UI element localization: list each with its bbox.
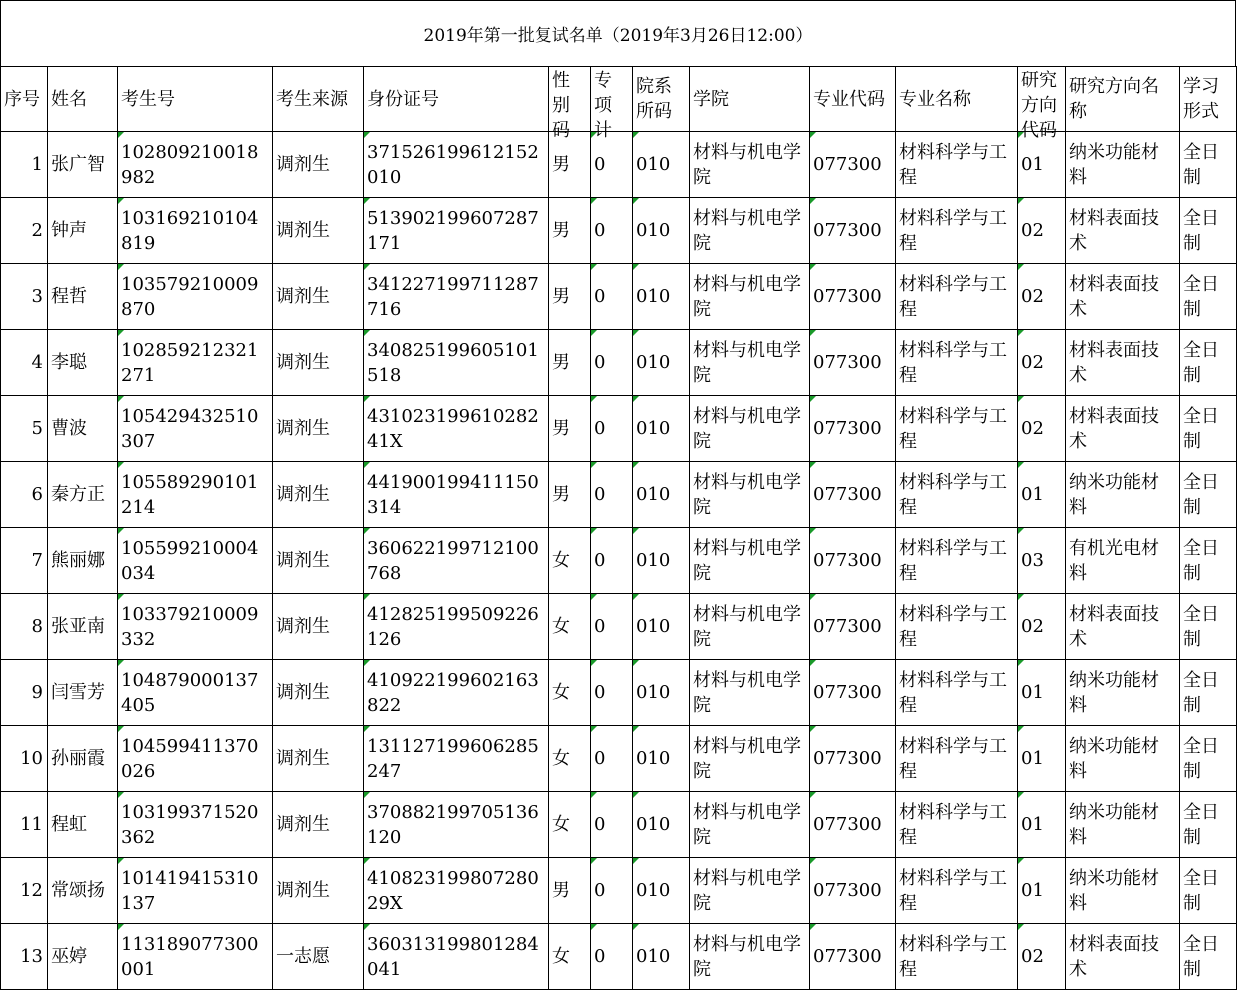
cell-exam-id[interactable]: 103169210104819	[118, 198, 273, 264]
cell-special-plan[interactable]: 0	[591, 462, 633, 528]
cell-direction-name[interactable]: 纳米功能材料	[1066, 726, 1180, 792]
cell-major-code[interactable]: 077300	[810, 660, 896, 726]
cell-study-mode[interactable]: 全日制	[1180, 396, 1237, 462]
col-header-college[interactable]: 学院	[690, 67, 810, 132]
sheet-title: 2019年第一批复试名单（2019年3月26日12:00）	[0, 0, 1236, 66]
cell-direction-name[interactable]: 材料表面技术	[1066, 264, 1180, 330]
cell-seq[interactable]: 9	[1, 660, 48, 726]
cell-gender[interactable]: 女	[549, 924, 591, 990]
cell-direction-code[interactable]: 01	[1018, 132, 1066, 198]
cell-name[interactable]: 程哲	[48, 264, 118, 330]
table-row	[1, 396, 1237, 462]
cell-major-name[interactable]: 材料科学与工程	[896, 330, 1018, 396]
cell-exam-id[interactable]: 113189077300001	[118, 924, 273, 990]
cell-study-mode[interactable]: 全日制	[1180, 462, 1237, 528]
cell-major-code[interactable]: 077300	[810, 330, 896, 396]
cell-gender[interactable]: 男	[549, 462, 591, 528]
cell-major-code[interactable]: 077300	[810, 858, 896, 924]
cell-major-code[interactable]: 077300	[810, 198, 896, 264]
cell-gender[interactable]: 男	[549, 858, 591, 924]
cell-special-plan[interactable]: 0	[591, 858, 633, 924]
cell-major-code[interactable]: 077300	[810, 726, 896, 792]
cell-college[interactable]: 材料与机电学院	[690, 726, 810, 792]
cell-gender[interactable]: 女	[549, 726, 591, 792]
cell-dept-code[interactable]: 010	[633, 198, 690, 264]
cell-major-name[interactable]: 材料科学与工程	[896, 924, 1018, 990]
cell-seq[interactable]: 12	[1, 858, 48, 924]
cell-college[interactable]: 材料与机电学院	[690, 594, 810, 660]
cell-id-card[interactable]: 370882199705136120	[364, 792, 549, 858]
cell-direction-name[interactable]: 材料表面技术	[1066, 330, 1180, 396]
cell-dept-code[interactable]: 010	[633, 726, 690, 792]
cell-gender[interactable]: 女	[549, 792, 591, 858]
cell-id-card[interactable]: 41082319980728029X	[364, 858, 549, 924]
cell-college[interactable]: 材料与机电学院	[690, 858, 810, 924]
cell-direction-name[interactable]: 材料表面技术	[1066, 396, 1180, 462]
cell-direction-code[interactable]: 02	[1018, 924, 1066, 990]
col-header-name[interactable]: 姓名	[48, 67, 118, 132]
cell-direction-name[interactable]: 材料表面技术	[1066, 198, 1180, 264]
cell-gender[interactable]: 男	[549, 330, 591, 396]
cell-college[interactable]: 材料与机电学院	[690, 660, 810, 726]
cell-source[interactable]: 调剂生	[273, 198, 364, 264]
cell-major-code[interactable]: 077300	[810, 264, 896, 330]
cell-gender[interactable]: 男	[549, 264, 591, 330]
cell-id-card[interactable]: 360313199801284041	[364, 924, 549, 990]
cell-name[interactable]: 秦方正	[48, 462, 118, 528]
cell-dept-code[interactable]: 010	[633, 330, 690, 396]
cell-source[interactable]: 调剂生	[273, 726, 364, 792]
col-header-direction-code[interactable]: 研究方向代码	[1018, 67, 1066, 132]
cell-study-mode[interactable]: 全日制	[1180, 660, 1237, 726]
cell-seq[interactable]: 7	[1, 528, 48, 594]
cell-exam-id[interactable]: 104599411370026	[118, 726, 273, 792]
col-header-seq[interactable]: 序号	[1, 67, 48, 132]
col-header-gender[interactable]: 性别码	[549, 67, 591, 132]
cell-special-plan[interactable]: 0	[591, 396, 633, 462]
cell-gender[interactable]: 女	[549, 594, 591, 660]
cell-id-card[interactable]: 371526199612152010	[364, 132, 549, 198]
cell-study-mode[interactable]: 全日制	[1180, 792, 1237, 858]
table-row	[1, 660, 1237, 726]
cell-college[interactable]: 材料与机电学院	[690, 792, 810, 858]
cell-seq[interactable]: 13	[1, 924, 48, 990]
cell-source[interactable]: 调剂生	[273, 792, 364, 858]
cell-college[interactable]: 材料与机电学院	[690, 396, 810, 462]
cell-dept-code[interactable]: 010	[633, 858, 690, 924]
cell-direction-code[interactable]: 02	[1018, 594, 1066, 660]
cell-direction-name[interactable]: 纳米功能材料	[1066, 660, 1180, 726]
col-header-study-mode[interactable]: 学习形式	[1180, 67, 1237, 132]
cell-source[interactable]: 调剂生	[273, 858, 364, 924]
cell-special-plan[interactable]: 0	[591, 132, 633, 198]
cell-direction-code[interactable]: 01	[1018, 462, 1066, 528]
cell-id-card[interactable]: 360622199712100768	[364, 528, 549, 594]
cell-major-code[interactable]: 077300	[810, 132, 896, 198]
cell-college[interactable]: 材料与机电学院	[690, 924, 810, 990]
cell-id-card[interactable]: 131127199606285247	[364, 726, 549, 792]
table-row	[1, 264, 1237, 330]
cell-dept-code[interactable]: 010	[633, 660, 690, 726]
cell-major-code[interactable]: 077300	[810, 462, 896, 528]
cell-exam-id[interactable]: 103379210009332	[118, 594, 273, 660]
cell-gender[interactable]: 男	[549, 198, 591, 264]
table-row	[1, 924, 1237, 990]
cell-major-code[interactable]: 077300	[810, 792, 896, 858]
cell-name[interactable]: 孙丽霞	[48, 726, 118, 792]
col-header-exam-id[interactable]: 考生号	[118, 67, 273, 132]
cell-exam-id[interactable]: 102809210018982	[118, 132, 273, 198]
cell-direction-name[interactable]: 纳米功能材料	[1066, 858, 1180, 924]
cell-exam-id[interactable]: 105599210004034	[118, 528, 273, 594]
cell-college[interactable]: 材料与机电学院	[690, 198, 810, 264]
cell-seq[interactable]: 8	[1, 594, 48, 660]
cell-study-mode[interactable]: 全日制	[1180, 924, 1237, 990]
cell-direction-code[interactable]: 02	[1018, 198, 1066, 264]
cell-special-plan[interactable]: 0	[591, 198, 633, 264]
cell-major-code[interactable]: 077300	[810, 528, 896, 594]
candidate-table	[0, 66, 1237, 990]
cell-name[interactable]: 巫婷	[48, 924, 118, 990]
cell-seq[interactable]: 2	[1, 198, 48, 264]
cell-major-name[interactable]: 材料科学与工程	[896, 198, 1018, 264]
cell-seq[interactable]: 10	[1, 726, 48, 792]
cell-major-name[interactable]: 材料科学与工程	[896, 462, 1018, 528]
cell-dept-code[interactable]: 010	[633, 594, 690, 660]
cell-college[interactable]: 材料与机电学院	[690, 330, 810, 396]
table-row	[1, 792, 1237, 858]
cell-seq[interactable]: 1	[1, 132, 48, 198]
cell-dept-code[interactable]: 010	[633, 792, 690, 858]
cell-source[interactable]: 调剂生	[273, 330, 364, 396]
cell-source[interactable]: 调剂生	[273, 396, 364, 462]
cell-study-mode[interactable]: 全日制	[1180, 594, 1237, 660]
cell-id-card[interactable]: 513902199607287171	[364, 198, 549, 264]
cell-gender[interactable]: 女	[549, 528, 591, 594]
cell-source[interactable]: 调剂生	[273, 132, 364, 198]
cell-exam-id[interactable]: 104879000137405	[118, 660, 273, 726]
cell-source[interactable]: 一志愿	[273, 924, 364, 990]
cell-direction-name[interactable]: 材料表面技术	[1066, 924, 1180, 990]
cell-major-name[interactable]: 材料科学与工程	[896, 660, 1018, 726]
cell-name[interactable]: 曹波	[48, 396, 118, 462]
cell-direction-code[interactable]: 02	[1018, 330, 1066, 396]
cell-major-code[interactable]: 077300	[810, 594, 896, 660]
cell-special-plan[interactable]: 0	[591, 924, 633, 990]
cell-source[interactable]: 调剂生	[273, 528, 364, 594]
cell-source[interactable]: 调剂生	[273, 462, 364, 528]
cell-college[interactable]: 材料与机电学院	[690, 264, 810, 330]
cell-dept-code[interactable]: 010	[633, 132, 690, 198]
cell-direction-code[interactable]: 01	[1018, 726, 1066, 792]
cell-major-name[interactable]: 材料科学与工程	[896, 594, 1018, 660]
cell-name[interactable]: 常颂扬	[48, 858, 118, 924]
cell-exam-id[interactable]: 105429432510307	[118, 396, 273, 462]
cell-name[interactable]: 程虹	[48, 792, 118, 858]
cell-gender[interactable]: 男	[549, 396, 591, 462]
cell-major-name[interactable]: 材料科学与工程	[896, 858, 1018, 924]
cell-study-mode[interactable]: 全日制	[1180, 198, 1237, 264]
cell-major-name[interactable]: 材料科学与工程	[896, 726, 1018, 792]
cell-id-card[interactable]: 43102319961028241X	[364, 396, 549, 462]
cell-gender[interactable]: 男	[549, 132, 591, 198]
cell-direction-code[interactable]: 03	[1018, 528, 1066, 594]
cell-study-mode[interactable]: 全日制	[1180, 330, 1237, 396]
cell-exam-id[interactable]: 103199371520362	[118, 792, 273, 858]
table-row	[1, 726, 1237, 792]
cell-direction-name[interactable]: 纳米功能材料	[1066, 462, 1180, 528]
col-header-special-plan[interactable]: 专项计	[591, 67, 633, 132]
cell-source[interactable]: 调剂生	[273, 594, 364, 660]
cell-name[interactable]: 张广智	[48, 132, 118, 198]
cell-id-card[interactable]: 441900199411150314	[364, 462, 549, 528]
cell-major-code[interactable]: 077300	[810, 924, 896, 990]
table-row	[1, 858, 1237, 924]
cell-id-card[interactable]: 412825199509226126	[364, 594, 549, 660]
cell-exam-id[interactable]: 105589290101214	[118, 462, 273, 528]
cell-direction-code[interactable]: 02	[1018, 264, 1066, 330]
cell-special-plan[interactable]: 0	[591, 594, 633, 660]
cell-source[interactable]: 调剂生	[273, 660, 364, 726]
cell-dept-code[interactable]: 010	[633, 396, 690, 462]
cell-major-name[interactable]: 材料科学与工程	[896, 264, 1018, 330]
cell-direction-name[interactable]: 材料表面技术	[1066, 594, 1180, 660]
col-header-source[interactable]: 考生来源	[273, 67, 364, 132]
cell-major-code[interactable]: 077300	[810, 396, 896, 462]
cell-major-name[interactable]: 材料科学与工程	[896, 792, 1018, 858]
cell-dept-code[interactable]: 010	[633, 264, 690, 330]
cell-name[interactable]: 熊丽娜	[48, 528, 118, 594]
cell-direction-code[interactable]: 01	[1018, 858, 1066, 924]
col-header-id-card[interactable]: 身份证号	[364, 67, 549, 132]
table-row	[1, 462, 1237, 528]
cell-special-plan[interactable]: 0	[591, 264, 633, 330]
cell-direction-name[interactable]: 有机光电材料	[1066, 528, 1180, 594]
cell-exam-id[interactable]: 103579210009870	[118, 264, 273, 330]
cell-dept-code[interactable]: 010	[633, 462, 690, 528]
cell-dept-code[interactable]: 010	[633, 528, 690, 594]
cell-direction-code[interactable]: 02	[1018, 396, 1066, 462]
cell-id-card[interactable]: 410922199602163822	[364, 660, 549, 726]
col-header-major-code[interactable]: 专业代码	[810, 67, 896, 132]
cell-seq[interactable]: 4	[1, 330, 48, 396]
cell-special-plan[interactable]: 0	[591, 660, 633, 726]
cell-exam-id[interactable]: 101419415310137	[118, 858, 273, 924]
cell-special-plan[interactable]: 0	[591, 792, 633, 858]
table-body	[1, 132, 1237, 990]
table-row	[1, 528, 1237, 594]
cell-gender[interactable]: 女	[549, 660, 591, 726]
cell-seq[interactable]: 3	[1, 264, 48, 330]
col-header-direction-name[interactable]: 研究方向名称	[1066, 67, 1180, 132]
cell-source[interactable]: 调剂生	[273, 264, 364, 330]
cell-study-mode[interactable]: 全日制	[1180, 132, 1237, 198]
cell-exam-id[interactable]: 102859212321271	[118, 330, 273, 396]
col-header-major-name[interactable]: 专业名称	[896, 67, 1018, 132]
col-header-dept-code[interactable]: 院系所码	[633, 67, 690, 132]
cell-direction-name[interactable]: 纳米功能材料	[1066, 792, 1180, 858]
cell-major-name[interactable]: 材料科学与工程	[896, 528, 1018, 594]
cell-dept-code[interactable]: 010	[633, 924, 690, 990]
cell-id-card[interactable]: 340825199605101518	[364, 330, 549, 396]
header-row	[1, 67, 1237, 132]
cell-id-card[interactable]: 341227199711287716	[364, 264, 549, 330]
cell-study-mode[interactable]: 全日制	[1180, 858, 1237, 924]
cell-study-mode[interactable]: 全日制	[1180, 264, 1237, 330]
table-row	[1, 594, 1237, 660]
cell-major-name[interactable]: 材料科学与工程	[896, 132, 1018, 198]
cell-direction-code[interactable]: 01	[1018, 792, 1066, 858]
cell-direction-code[interactable]: 01	[1018, 660, 1066, 726]
cell-name[interactable]: 钟声	[48, 198, 118, 264]
cell-study-mode[interactable]: 全日制	[1180, 528, 1237, 594]
table-row	[1, 198, 1237, 264]
cell-college[interactable]: 材料与机电学院	[690, 528, 810, 594]
cell-special-plan[interactable]: 0	[591, 528, 633, 594]
cell-special-plan[interactable]: 0	[591, 330, 633, 396]
cell-name[interactable]: 闫雪芳	[48, 660, 118, 726]
table-row	[1, 330, 1237, 396]
cell-college[interactable]: 材料与机电学院	[690, 132, 810, 198]
table-row	[1, 132, 1237, 198]
cell-seq[interactable]: 6	[1, 462, 48, 528]
cell-study-mode[interactable]: 全日制	[1180, 726, 1237, 792]
cell-seq[interactable]: 11	[1, 792, 48, 858]
cell-special-plan[interactable]: 0	[591, 726, 633, 792]
cell-college[interactable]: 材料与机电学院	[690, 462, 810, 528]
cell-major-name[interactable]: 材料科学与工程	[896, 396, 1018, 462]
cell-seq[interactable]: 5	[1, 396, 48, 462]
cell-direction-name[interactable]: 纳米功能材料	[1066, 132, 1180, 198]
cell-name[interactable]: 张亚南	[48, 594, 118, 660]
cell-name[interactable]: 李聪	[48, 330, 118, 396]
